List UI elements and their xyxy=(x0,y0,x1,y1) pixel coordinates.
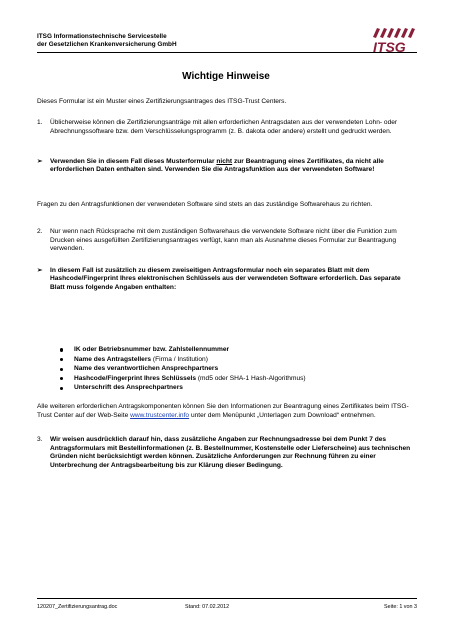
list-item: Unterschrift des Ansprechpartners xyxy=(60,383,410,393)
item-number: 2. xyxy=(37,228,43,235)
logo-text: ITSG xyxy=(373,39,406,55)
item-number: 3. xyxy=(37,436,43,443)
list-item: IK oder Betriebsnummer bzw. Zahlstellennummer xyxy=(60,345,410,355)
notice-1-underlined: nicht xyxy=(216,158,233,165)
bullet-icon xyxy=(60,348,63,351)
paragraph-software-questions: Fragen zu den Antragsfunktionen der verwendeten Software sind stets an das zuständige Softwarehaus zu richten. xyxy=(37,201,373,208)
notice-2-text: In diesem Fall ist zusätzlich zu diesem zweiseitigen Antragsformular noch ein separates Blatt mit dem Hashcode/Fingerprint Ihres elektronischen Schlüssels aus der verwendeten Software erforderlich. Das separate Blatt muss folgende Angaben enthalten: xyxy=(50,267,401,291)
page-title: Wichtige Hinweise xyxy=(182,71,270,82)
arrow-icon: ➢ xyxy=(37,267,43,274)
notice-1-part1: Verwenden Sie in diesem Fall dieses Musterformular xyxy=(50,158,217,165)
intro-text: Dieses Formular ist ein Muster eines Zertifizierungsantrages des ITSG-Trust Centers. xyxy=(37,98,287,105)
bullet-icon xyxy=(60,377,63,380)
footer-date: Stand: 07.02.2012 xyxy=(185,604,230,610)
list-item: Name des Antragstellers (Firma / Institution) xyxy=(60,355,410,365)
list-item: Name des verantwortlichen Ansprechpartners xyxy=(60,364,410,374)
item-text: Wir weisen ausdrücklich darauf hin, dass zusätzliche Angaben zur Rechnungsadresse bei dem Punkt 7 des Antragsformulars mit Bestellinformationen (z. B. Bestellnummer, Kostenstelle oder Lieferscheine) aus technischen Gründen nicht berücksichtigt werden können. Zusätzliche Anforderungen zur Rechnung führen zu einer Unterbrechung der Antragsbearbeitung bis zur Klärung dieser Bedingung. xyxy=(50,436,411,469)
paragraph-further-info: Alle weiteren erforderlichen Antragskomponenten können Sie den Informationen zur Beantragung eines Zertifikates beim ITSG-Trust Center auf der Web-Seite www.trustcenter.info unter dem Menüpunkt „Unterlagen zum Download“ entnehmen. xyxy=(37,403,409,419)
bullet-icon xyxy=(60,387,63,390)
organization-line-1: ITSG Informationstechnische Servicestelle xyxy=(37,33,167,40)
arrow-icon: ➢ xyxy=(37,158,43,165)
organization-line-2: der Gesetzlichen Krankenversicherung GmbH xyxy=(37,41,177,48)
footer-page-number: Seite: 1 von 3 xyxy=(384,604,417,610)
item-text: Nur wenn nach Rücksprache mit dem zuständigen Softwarehaus die verwendete Software nicht über die Funktion zum Drucken eines ausgefüllten Zertifizierungsantrages verfügt, kann man als Ausnahme dieses Formular zur Beantragung verwenden. xyxy=(50,228,397,253)
bullet-icon xyxy=(60,368,63,371)
footer-divider xyxy=(37,598,417,599)
item-number: 1. xyxy=(37,119,43,126)
trustcenter-link[interactable]: www.trustcenter.info xyxy=(130,411,190,419)
list-item: Hashcode/Fingerprint Ihres Schlüssels (md5 oder SHA-1 Hash-Algorithmus) xyxy=(60,374,410,384)
bullet-icon xyxy=(60,358,63,361)
notice-1-part2: zur Beantragung eines Zertifikates, da nicht alle erforderlichen Daten enthalten sind. Verwenden Sie die Antragsfunktion aus der verwendeten Software! xyxy=(50,158,384,174)
required-info-list xyxy=(60,345,410,393)
footer-filename: 120207_Zertifizierungsantrag.doc xyxy=(37,604,118,610)
item-text: Üblicherweise können die Zertifizierungsanträge mit allen erforderlichen Antragsdaten aus der verwendeten Lohn- oder Abrechnungssoftware bzw. dem Verschlüsselungsprogramm (z. B. dakota oder andere) erstellt und gedruckt werden. xyxy=(50,119,398,135)
header-divider xyxy=(37,52,417,53)
itsg-logo xyxy=(333,20,423,60)
